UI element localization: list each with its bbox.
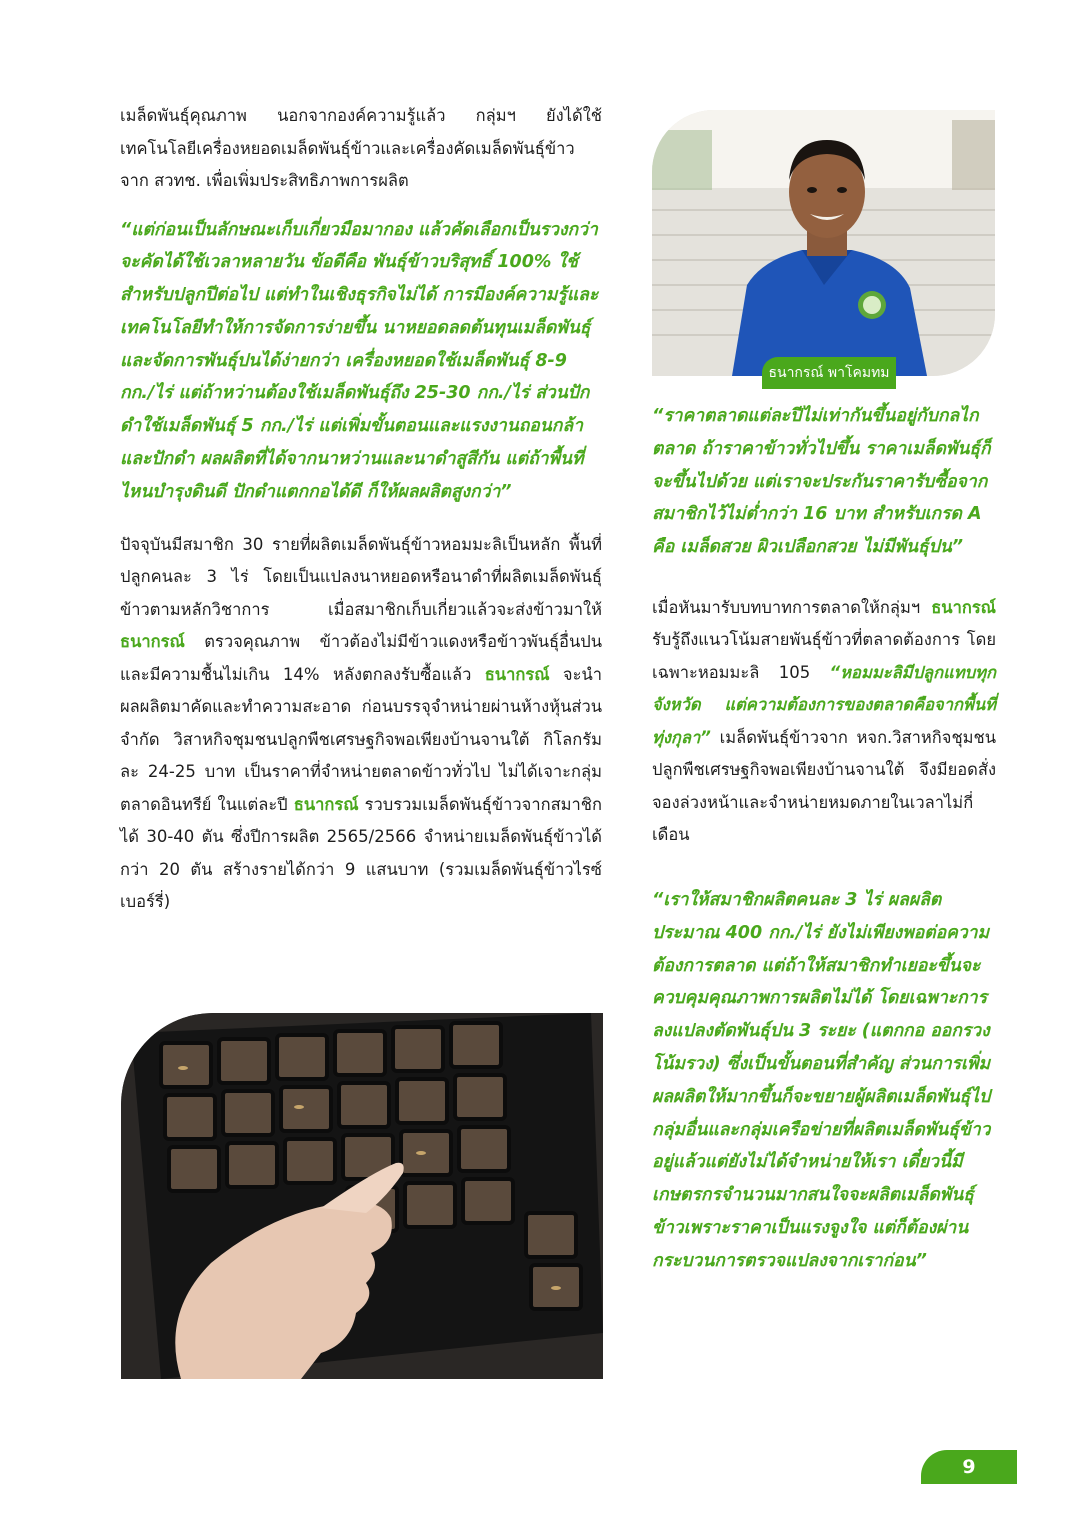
text-segment: ปัจจุบันมีสมาชิก 30 รายที่ผลิตเมล็ดพันธุ์ข้าวหอมมะลิเป็นหลัก พื้นที่ปลูกคนละ 3 ไร่ โดยเป็นแปลงนาหยอดหรือนาดำที่ผลิตเมล็ดพันธุ์ข้าวตามหลักวิชาการ เมื่อสมาชิกเก็บเกี่ยวแล้วจะส่งข้าวมาให้ bbox=[120, 534, 602, 619]
seed-tray-illustration bbox=[121, 1013, 603, 1379]
text-segment: ตรวจคุณภาพ ข้าวต้องไม่มีข้าวแดงหรือข้าวพันธุ์อื่นปนและมีความชื้นไม่เกิน 14% หลังตกลงรับซื้อแล้ว bbox=[120, 632, 602, 684]
portrait-illustration bbox=[652, 110, 995, 376]
portrait-photo bbox=[652, 110, 995, 376]
quote-market-price: “ราคาตลาดแต่ละปีไม่เท่ากันขึ้นอยู่กับกลไกตลาด ถ้าราคาข้าวทั่วไปขึ้น ราคาเมล็ดพันธุ์ก็จะขึ้นไปด้วย แต่เราจะประกันราคารับซื้อจากสมาชิกไว้ไม่ต่ำกว่า 16 บาท สำหรับเกรด A คือ เมล็ดสวย ผิวเปลือกสวย ไม่มีพันธุ์ปน” bbox=[652, 406, 991, 558]
right-column bbox=[652, 400, 996, 1278]
seed-tray-photo bbox=[121, 1013, 603, 1379]
photo-caption: ธนากรณ์ พาโคมทม bbox=[762, 357, 896, 389]
intro-paragraph: เมล็ดพันธุ์คุณภาพ นอกจากองค์ความรู้แล้ว กลุ่มฯ ยังได้ใช้เทคโนโลยีเครื่องหยอดเมล็ดพันธุ์ข้าวและเครื่องคัดเมล็ดพันธุ์ข้าวจาก สวทช. เพื่อเพิ่มประสิทธิภาพการผลิต bbox=[120, 106, 602, 190]
members-paragraph bbox=[120, 529, 602, 919]
marketing-paragraph bbox=[652, 592, 996, 852]
person-name-highlight: ธนากรณ์ bbox=[120, 632, 185, 652]
page-number: 9 bbox=[921, 1450, 1017, 1484]
text-segment: รับรู้ถึงแนวโน้มสายพันธุ์ข้าวที่ตลาดต้องการ โดยเฉพาะหอมมะลิ 105 bbox=[652, 630, 996, 682]
text-segment: เมล็ดพันธุ์ข้าวจาก หจก.วิสาหกิจชุมชนปลูกพืชเศรษฐกิจพอเพียงบ้านจานใต้ จึงมียอดสั่งจองล่วงหน้าและจำหน่ายหมดภายในเวลาไม่กี่เดือน bbox=[652, 727, 996, 845]
inline-quote: “หอมมะลิมีปลูกแทบทุกจังหวัด แต่ความต้องการของตลาดคือจากพื้นที่ทุ่งกุลา” bbox=[652, 662, 996, 747]
left-column bbox=[120, 100, 602, 919]
person-name-highlight: ธนากรณ์ bbox=[931, 597, 996, 617]
text-segment: จะนำผลผลิตมาคัดและทำความสะอาด ก่อนบรรจุจำหน่ายผ่านห้างหุ้นส่วนจำกัด วิสาหกิจชุมชนปลูกพืชเศรษฐกิจพอเพียงบ้านจานใต้ กิโลกรัมละ 24-25 บาท เป็นราคาที่จำหน่ายตลาดข้าวทั่วไป ไม่ได้เจาะกลุ่มตลาดอินทรีย์ ในแต่ละปี bbox=[120, 664, 602, 814]
quote-member-production: “เราให้สมาชิกผลิตคนละ 3 ไร่ ผลผลิตประมาณ 400 กก./ไร่ ยังไม่เพียงพอต่อความต้องการตลาด แต่ถ้าให้สมาชิกทำเยอะขึ้นจะควบคุมคุณภาพการผลิตไม่ได้ โดยเฉพาะการลงแปลงตัดพันธุ์ปน 3 ระยะ (แตกกอ ออกรวง โน้มรวง) ซึ่งเป็นขั้นตอนที่สำคัญ ส่วนการเพิ่มผลผลิตให้มากขึ้นก็จะขยายผู้ผลิตเมล็ดพันธุ์ไปกลุ่มอื่นและกลุ่มเครือข่ายที่ผลิตเมล็ดพันธุ์ข้าวอยู่แล้วแต่ยังไม่ได้จำหน่ายให้เรา เดี๋ยวนี้มีเกษตรกรจำนวนมากสนใจจะผลิตเมล็ดพันธุ์ข้าวเพราะราคาเป็นแรงจูงใจ แต่ก็ต้องผ่านกระบวนการตรวจแปลงจากเราก่อน” bbox=[652, 889, 991, 1271]
person-name-highlight: ธนากรณ์ bbox=[293, 794, 359, 814]
text-segment: เมื่อหันมารับบทบาทการตลาดให้กลุ่มฯ bbox=[652, 597, 932, 617]
text-segment: รวบรวมเมล็ดพันธุ์ข้าวจากสมาชิกได้ 30-40 ตัน ซึ่งปีการผลิต 2565/2566 จำหน่ายเมล็ดพันธุ์ข้าวได้กว่า 20 ตัน สร้างรายได้กว่า 9 แสนบาท (รวมเมล็ดพันธุ์ข้าวไรซ์เบอร์รี่) bbox=[120, 794, 602, 912]
person-name-highlight: ธนากรณ์ bbox=[484, 664, 550, 684]
quote-seeding-machine: “แต่ก่อนเป็นลักษณะเก็บเกี่ยวมือมากอง แล้วคัดเลือกเป็นรวงกว่าจะคัดได้ใช้เวลาหลายวัน ข้อดีคือ พันธุ์ข้าวบริสุทธิ์ 100% ใช้สำหรับปลูกปีต่อไป แต่ทำในเชิงธุรกิจไม่ได้ การมีองค์ความรู้และเทคโนโลยีทำให้การจัดการง่ายขึ้น นาหยอดลดต้นทุนเมล็ดพันธุ์และจัดการพันธุ์ปนได้ง่ายกว่า เครื่องหยอดใช้เมล็ดพันธุ์ 8-9 กก./ไร่ แต่ถ้าหว่านต้องใช้เมล็ดพันธุ์ถึง 25-30 กก./ไร่ ส่วนปักดำใช้เมล็ดพันธุ์ 5 กก./ไร่ แต่เพิ่มขั้นตอนและแรงงานถอนกล้าและปักดำ ผลผลิตที่ได้จากนาหว่านและนาดำสูสีกัน แต่ถ้าพื้นที่ไหนบำรุงดินดี ปักดำแตกกอได้ดี ก็ให้ผลผลิตสูงกว่า” bbox=[120, 219, 599, 502]
